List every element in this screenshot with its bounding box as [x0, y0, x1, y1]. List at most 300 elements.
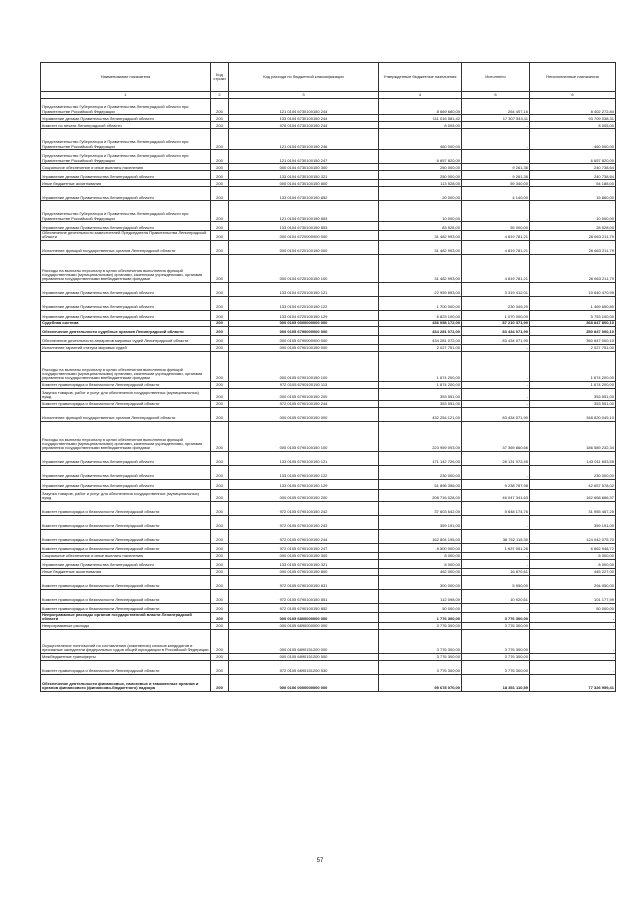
row-code: 200 — [211, 479, 229, 489]
row-approved: 3 776 300,00 — [379, 629, 462, 653]
row-name: Обеспечение деятельности заместителей Председателя Правительства Ленинградской области — [41, 231, 211, 241]
row-done: 83 434 071,90 — [462, 326, 530, 335]
row-rest: 8 000,00 — [530, 559, 616, 568]
row-code: 200 — [211, 296, 229, 310]
table-row — [41, 296, 616, 310]
row-done: - — [462, 381, 530, 388]
row-code: 200 — [211, 115, 229, 122]
row-approved: 1 674 200,00 — [379, 381, 462, 388]
row-done: 55 000,00 — [462, 222, 530, 231]
table-row — [41, 388, 616, 400]
row-name: Исполнение функций государственных органов Ленинградской области — [41, 407, 211, 421]
row-kbk: 000 0104 6730100150 300 — [229, 164, 379, 171]
row-code: 200 — [211, 231, 229, 241]
row-code: 200 — [211, 180, 229, 187]
row-name: Комитет правопорядка и безопасности Ленинградской области — [41, 529, 211, 543]
row-approved: 230 000,00 — [379, 465, 462, 479]
row-done: 17 307 543,11 — [462, 115, 530, 122]
row-done: 9 261,36 — [462, 171, 530, 180]
row-done: 3 319 412,01 — [462, 282, 530, 296]
row-approved: 8 000,00 — [379, 559, 462, 568]
row-kbk: 133 0105 6790100150 321 — [229, 559, 379, 568]
row-done: 3 776 300,00 — [462, 629, 530, 653]
row-name: Иные бюджетные ассигнования — [41, 568, 211, 575]
row-kbk: 000 0105 6790100150 200 — [229, 489, 379, 501]
row-rest: 42 657 578,02 — [530, 479, 616, 489]
row-kbk: 133 0104 6730100150 244 — [229, 115, 379, 122]
row-name: Расходы на выплаты персоналу в целях обеспечения выполнения функций государственными (муниципальными) органами, казенными учреждениями, органами управления государственными внебюджетными фондами — [41, 351, 211, 381]
col-number: 1 — [41, 92, 211, 99]
row-done: - — [462, 122, 530, 129]
row-name: Судебная система — [41, 320, 211, 326]
row-approved: 37 603 642,00 — [379, 501, 462, 515]
row-code: 200 — [211, 129, 229, 150]
row-name: Расходы на выплаты персоналу в целях обеспечения выполнения функций государственными (муниципальными) органами, казенными учреждениями, органами управления государственными внебюджетными фондами — [41, 421, 211, 451]
row-approved: 3 776 300,00 — [379, 622, 462, 629]
row-name: Комитет по печати Ленинградской области — [41, 122, 211, 129]
row-kbk: 000 0106 0000000000 000 — [229, 674, 379, 691]
table-row — [41, 660, 616, 674]
row-done: - — [462, 150, 530, 164]
row-name: Управление делами Правительства Ленинградской области — [41, 282, 211, 296]
row-rest: - — [530, 629, 616, 653]
row-name: Представительство Губернатора и Правительства Ленинградской области при Правительстве Российской Федерации — [41, 99, 211, 115]
row-done: 5 950,00 — [462, 575, 530, 589]
row-name: Управление делами Правительства Ленинградской области — [41, 222, 211, 231]
row-approved: 3 776 300,00 — [379, 660, 462, 674]
row-name: Непрограммные расходы органов государственной власти Ленинградской области — [41, 612, 211, 622]
row-rest: 26 663 211,79 — [530, 231, 616, 241]
header-kbk: Код расхода по бюджетной классификации — [229, 63, 379, 92]
row-done: 87 210 371,90 — [462, 320, 530, 326]
row-approved: 353 551,00 — [379, 388, 462, 400]
table-row — [41, 115, 616, 122]
row-done: - — [462, 552, 530, 559]
row-kbk: 000 0105 6790100150 200 — [229, 388, 379, 400]
table-row — [41, 465, 616, 479]
row-done: 37 369 860,66 — [462, 421, 530, 451]
row-name: Социальное обеспечение и иные выплаты населению — [41, 164, 211, 171]
row-done: 264 407,16 — [462, 99, 530, 115]
table-row — [41, 99, 616, 115]
row-code: 200 — [211, 489, 229, 501]
table-row — [41, 171, 616, 180]
row-approved: 31 482 993,00 — [379, 240, 462, 254]
row-name: Комитет правопорядка и безопасности Ленинградской области — [41, 660, 211, 674]
row-approved: 31 482 993,00 — [379, 231, 462, 241]
row-kbk: 972 0105 6790100150 851 — [229, 589, 379, 603]
row-approved: 432 254 121,00 — [379, 407, 462, 421]
row-kbk: 121 0104 6730100150 853 — [229, 201, 379, 222]
row-rest: 124 042 075,70 — [530, 529, 616, 543]
row-rest: - — [530, 612, 616, 622]
row-code: 200 — [211, 660, 229, 674]
row-rest: 445 227,00 — [530, 568, 616, 575]
row-name: Расходы на выплаты персоналу в целях обеспечения выполнения функций государственными (муниципальными) органами, казенными учреждениями, органами управления государственными внебюджетными фондами — [41, 254, 211, 282]
table-row — [41, 335, 616, 344]
row-code: 200 — [211, 451, 229, 465]
row-done: 3 776 300,00 — [462, 612, 530, 622]
row-rest: 240 738,64 — [530, 164, 616, 171]
row-rest: 348 820 049,10 — [530, 407, 616, 421]
row-rest: 230 000,00 — [530, 465, 616, 479]
table-row — [41, 529, 616, 543]
row-done: 3 776 300,00 — [462, 653, 530, 660]
row-code: 200 — [211, 589, 229, 603]
row-kbk: 000 0105 6790100150 000 — [229, 344, 379, 351]
row-rest: 8 402 272,84 — [530, 99, 616, 115]
row-approved: 171 142 726,00 — [379, 451, 462, 465]
row-code: 200 — [211, 629, 229, 653]
row-kbk: 133 0105 6790100150 129 — [229, 479, 379, 489]
row-code: 200 — [211, 622, 229, 629]
row-kbk: 000 0104 6720100150 000 — [229, 240, 379, 254]
header-rest: Неисполненные назначения — [530, 63, 616, 92]
header-approved: Утвержденные бюджетные назначения — [379, 63, 462, 92]
table-row — [41, 612, 616, 622]
row-approved: 31 482 993,00 — [379, 254, 462, 282]
row-rest: 31 955 467,25 — [530, 501, 616, 515]
row-done: 38 762 115,30 — [462, 529, 530, 543]
row-name: Управление делами Правительства Ленинградской области — [41, 115, 211, 122]
row-done: 4 140,00 — [462, 187, 530, 201]
row-approved: 434 281 072,00 — [379, 326, 462, 335]
row-rest: 77 326 959,41 — [530, 674, 616, 691]
row-done: 83 434 071,90 — [462, 335, 530, 344]
row-rest: 10 000,00 — [530, 201, 616, 222]
row-kbk: 972 0105 6790100150 113 — [229, 381, 379, 388]
row-rest: 8 000,00 — [530, 552, 616, 559]
row-rest: 1 674 200,00 — [530, 351, 616, 381]
table-row — [41, 543, 616, 552]
table-row — [41, 622, 616, 629]
row-approved: 22 959 893,00 — [379, 282, 462, 296]
row-name: Комитет правопорядка и безопасности Ленинградской области — [41, 589, 211, 603]
row-rest: - — [530, 622, 616, 629]
row-kbk: 121 0104 6730100150 246 — [229, 129, 379, 150]
row-name: Закупка товаров, работ и услуг для обеспечения государственных (муниципальных) нужд — [41, 489, 211, 501]
row-kbk: 133 0104 6730100150 852 — [229, 187, 379, 201]
table-row — [41, 568, 616, 575]
row-kbk: 972 0105 6790100150 244 — [229, 400, 379, 407]
row-approved: 8 669 680,00 — [379, 99, 462, 115]
row-kbk: 000 0105 6890151200 000 — [229, 629, 379, 653]
table-row — [41, 479, 616, 489]
column-number-row — [41, 92, 616, 99]
row-rest: 353 551,00 — [530, 388, 616, 400]
table-row — [41, 381, 616, 388]
row-code: 200 — [211, 552, 229, 559]
table-row — [41, 310, 616, 320]
row-done: 1 637 051,26 — [462, 543, 530, 552]
row-done: 28 131 072,45 — [462, 451, 530, 465]
row-rest: 359 191,00 — [530, 515, 616, 529]
row-code: 200 — [211, 603, 229, 612]
col-number: 6 — [530, 92, 616, 99]
row-rest: - — [530, 660, 616, 674]
row-done: - — [462, 465, 530, 479]
row-name: Управление делами Правительства Ленинградской области — [41, 479, 211, 489]
row-approved: 300 000,00 — [379, 575, 462, 589]
row-kbk: 000 0105 6890000000 000 — [229, 622, 379, 629]
row-code: 200 — [211, 99, 229, 115]
row-kbk: 133 0104 6720100150 121 — [229, 282, 379, 296]
row-rest: 1 469 650,80 — [530, 296, 616, 310]
row-name: Управление делами Правительства Ленинградской области — [41, 451, 211, 465]
row-done: - — [462, 515, 530, 529]
row-code: 200 — [211, 407, 229, 421]
row-done: 230 349,20 — [462, 296, 530, 310]
row-kbk: 972 0105 6790100150 831 — [229, 575, 379, 589]
row-kbk: 972 0105 6790100150 852 — [229, 603, 379, 612]
row-kbk: 000 0105 6790100150 000 — [229, 407, 379, 421]
row-kbk: 133 0104 6730100150 321 — [229, 171, 379, 180]
row-name: Управление делами Правительства Ленинградской области — [41, 296, 211, 310]
row-name: Обеспечение деятельности финансовых, налоговых и таможенных органов и органов финансового (финансово-бюджетного) надзора — [41, 674, 211, 691]
row-done: 46 047 341,63 — [462, 489, 530, 501]
row-approved: 353 551,00 — [379, 400, 462, 407]
row-approved: 10 000,00 — [379, 201, 462, 222]
row-approved: 8 005,00 — [379, 122, 462, 129]
row-approved: 223 959 093,00 — [379, 421, 462, 451]
row-rest: 93 709 038,31 — [530, 115, 616, 122]
row-kbk: 000 0105 6790100150 100 — [229, 351, 379, 381]
row-kbk: 972 0105 6790100150 244 — [229, 529, 379, 543]
row-done: 1 070 000,00 — [462, 310, 530, 320]
row-code: 200 — [211, 187, 229, 201]
row-code: 200 — [211, 653, 229, 660]
row-kbk: 000 0105 6790100150 100 — [229, 421, 379, 451]
row-done: 4 819 781,21 — [462, 231, 530, 241]
table-row — [41, 282, 616, 296]
row-done: - — [462, 129, 530, 150]
row-approved: 113 528,00 — [379, 180, 462, 187]
row-kbk: 972 0105 6790100150 247 — [229, 543, 379, 552]
row-approved: 6 657 820,00 — [379, 150, 462, 164]
row-done: - — [462, 201, 530, 222]
row-name: Комитет правопорядка и безопасности Ленинградской области — [41, 575, 211, 589]
row-code: 200 — [211, 222, 229, 231]
row-code: 200 — [211, 674, 229, 691]
row-done: 83 434 071,90 — [462, 407, 530, 421]
row-code: 200 — [211, 351, 229, 381]
table-row — [41, 129, 616, 150]
row-approved: 111 016 581,42 — [379, 115, 462, 122]
row-code: 200 — [211, 501, 229, 515]
row-name: Управление делами Правительства Ленинградской области — [41, 465, 211, 479]
row-rest: 240 738,64 — [530, 171, 616, 180]
table-row — [41, 150, 616, 164]
table-row — [41, 501, 616, 515]
row-kbk: 000 0105 6790100150 800 — [229, 568, 379, 575]
row-kbk: 000 0105 6800000000 000 — [229, 612, 379, 622]
row-done: 5 648 174,76 — [462, 501, 530, 515]
row-name: Комитет правопорядка и безопасности Ленинградской области — [41, 381, 211, 388]
table-row — [41, 451, 616, 465]
row-rest: 26 663 211,79 — [530, 240, 616, 254]
row-rest: 54 188,00 — [530, 180, 616, 187]
row-code: 200 — [211, 543, 229, 552]
table-row — [41, 515, 616, 529]
row-code: 200 — [211, 381, 229, 388]
table-row — [41, 589, 616, 603]
row-code: 200 — [211, 612, 229, 622]
row-approved: 2 027 751,00 — [379, 344, 462, 351]
row-kbk: 972 0105 6790100150 242 — [229, 501, 379, 515]
row-rest: 26 663 211,79 — [530, 254, 616, 282]
row-code: 200 — [211, 335, 229, 344]
row-code: 200 — [211, 150, 229, 164]
row-done: 4 819 781,21 — [462, 240, 530, 254]
row-name: Межбюджетные трансферты — [41, 653, 211, 660]
row-name: Иные бюджетные ассигнования — [41, 180, 211, 187]
row-kbk: 133 0105 6790100150 121 — [229, 451, 379, 465]
row-code: 200 — [211, 171, 229, 180]
row-code: 200 — [211, 282, 229, 296]
row-kbk: 000 0104 6730100150 800 — [229, 180, 379, 187]
row-kbk: 121 0104 6730100150 247 — [229, 150, 379, 164]
row-approved: 462 000,00 — [379, 568, 462, 575]
row-approved: 460 000,00 — [379, 129, 462, 150]
row-rest: 6 657 820,00 — [530, 150, 616, 164]
row-approved: 162 804 195,00 — [379, 529, 462, 543]
row-name: Комитет правопорядка и безопасности Ленинградской области — [41, 603, 211, 612]
row-kbk: 000 0104 6720100150 100 — [229, 254, 379, 282]
row-rest: 350 847 000,10 — [530, 326, 616, 335]
table-row — [41, 222, 616, 231]
row-rest: 460 000,00 — [530, 129, 616, 150]
row-approved: 83 528,00 — [379, 222, 462, 231]
row-approved: 250 000,00 — [379, 171, 462, 180]
row-code: 200 — [211, 559, 229, 568]
row-code: 200 — [211, 568, 229, 575]
row-code: 200 — [211, 122, 229, 129]
row-done: 59 340,00 — [462, 180, 530, 187]
row-kbk: 000 0105 6790100150 300 — [229, 552, 379, 559]
row-code: 200 — [211, 575, 229, 589]
header-row — [41, 63, 616, 92]
row-code: 200 — [211, 201, 229, 222]
row-kbk: 133 0104 6720100150 129 — [229, 310, 379, 320]
table-row — [41, 575, 616, 589]
table-row — [41, 231, 616, 241]
row-kbk: 133 0104 6730100150 853 — [229, 222, 379, 231]
row-code: 200 — [211, 529, 229, 543]
row-kbk: 000 0104 6720000000 000 — [229, 231, 379, 241]
row-done: 16 870,61 — [462, 568, 530, 575]
row-name: Обеспечение деятельности аппаратов мировых судей Ленинградской области — [41, 335, 211, 344]
row-name: Управление делами Правительства Ленинградской области — [41, 187, 211, 201]
row-kbk: 133 0105 6790100150 122 — [229, 465, 379, 479]
row-done: 10 920,61 — [462, 589, 530, 603]
row-done: - — [462, 344, 530, 351]
row-done: 4 819 781,21 — [462, 254, 530, 282]
row-approved: 1 700 000,00 — [379, 296, 462, 310]
table-row — [41, 351, 616, 381]
page-number: 57 — [316, 858, 324, 864]
row-kbk: 976 0104 6730100150 244 — [229, 122, 379, 129]
row-approved: 1 674 200,00 — [379, 351, 462, 381]
row-rest: 1 674 200,00 — [530, 381, 616, 388]
row-code: 200 — [211, 515, 229, 529]
row-name: Представительство Губернатора и Правительства Ленинградской области при Правительстве Российской Федерации — [41, 201, 211, 222]
col-number: 5 — [462, 92, 530, 99]
col-number: 4 — [379, 92, 462, 99]
row-done: 18 351 110,59 — [462, 674, 530, 691]
row-done: 3 776 300,00 — [462, 622, 530, 629]
table-row — [41, 489, 616, 501]
row-approved: 6 823 100,00 — [379, 310, 462, 320]
row-rest: 186 589 232,34 — [530, 421, 616, 451]
row-code: 200 — [211, 240, 229, 254]
row-approved: 1 776 300,00 — [379, 612, 462, 622]
table-row — [41, 653, 616, 660]
row-name: Осуществление полномочий по составлению (изменению) списков кандидатов в присяжные заседатели федеральных судов общей юрисдикции в Российской Федерации — [41, 629, 211, 653]
row-code: 200 — [211, 388, 229, 400]
table-row — [41, 344, 616, 351]
table-row — [41, 674, 616, 691]
row-approved: 51 896 356,00 — [379, 479, 462, 489]
row-code: 200 — [211, 465, 229, 479]
row-rest: - — [530, 653, 616, 660]
row-rest: 350 847 000,10 — [530, 335, 616, 344]
row-approved: 3 776 300,00 — [379, 653, 462, 660]
row-approved: 50 000,00 — [379, 603, 462, 612]
row-name: Комитет правопорядка и безопасности Ленинградской области — [41, 501, 211, 515]
row-name: Обеспечение деятельности судебных органов Ленинградской области — [41, 326, 211, 335]
row-rest: 101 177,99 — [530, 589, 616, 603]
row-rest: 294 050,00 — [530, 575, 616, 589]
row-rest: 353 551,00 — [530, 400, 616, 407]
row-kbk: 972 0105 6790100150 243 — [229, 515, 379, 529]
row-done: - — [462, 388, 530, 400]
row-name: Комитет правопорядка и безопасности Ленинградской области — [41, 400, 211, 407]
row-rest: 143 011 653,55 — [530, 451, 616, 465]
col-number: 2 — [211, 92, 229, 99]
row-approved: 250 000,00 — [379, 164, 462, 171]
table-row — [41, 122, 616, 129]
row-rest: 28 528,00 — [530, 222, 616, 231]
row-code: 200 — [211, 320, 229, 326]
row-name: Управление делами Правительства Ленинградской области — [41, 171, 211, 180]
row-name: Закупка товаров, работ и услуг для обеспечения государственных (муниципальных) нужд — [41, 388, 211, 400]
table-row — [41, 326, 616, 335]
row-name: Социальное обеспечение и иные выплаты населению — [41, 552, 211, 559]
table-row — [41, 421, 616, 451]
row-name: Комитет правопорядка и безопасности Ленинградской области — [41, 543, 211, 552]
row-kbk: 000 0105 6790000000 000 — [229, 335, 379, 344]
row-name: Представительство Губернатора и Правительства Ленинградской области при Правительстве Российской Федерации — [41, 150, 211, 164]
row-rest: 50 000,00 — [530, 603, 616, 612]
row-name: Непрограммные расходы — [41, 622, 211, 629]
row-code: 200 — [211, 310, 229, 320]
row-approved: 359 191,00 — [379, 515, 462, 529]
header-row-code: Код строки — [211, 63, 229, 92]
row-done: - — [462, 351, 530, 381]
row-approved: 112 098,00 — [379, 589, 462, 603]
row-kbk: 000 0105 0000000000 000 — [229, 320, 379, 326]
row-kbk: 121 0104 6730100150 244 — [229, 99, 379, 115]
row-approved: 20 000,00 — [379, 187, 462, 201]
row-rest: 162 668 686,37 — [530, 489, 616, 501]
row-approved: 8 000,00 — [379, 552, 462, 559]
row-approved: 8 500 000,00 — [379, 543, 462, 552]
table-row — [41, 180, 616, 187]
header-done: Исполнено — [462, 63, 530, 92]
row-done: 9 261,36 — [462, 164, 530, 171]
row-rest: 6 862 948,72 — [530, 543, 616, 552]
row-rest: 15 860,00 — [530, 187, 616, 201]
